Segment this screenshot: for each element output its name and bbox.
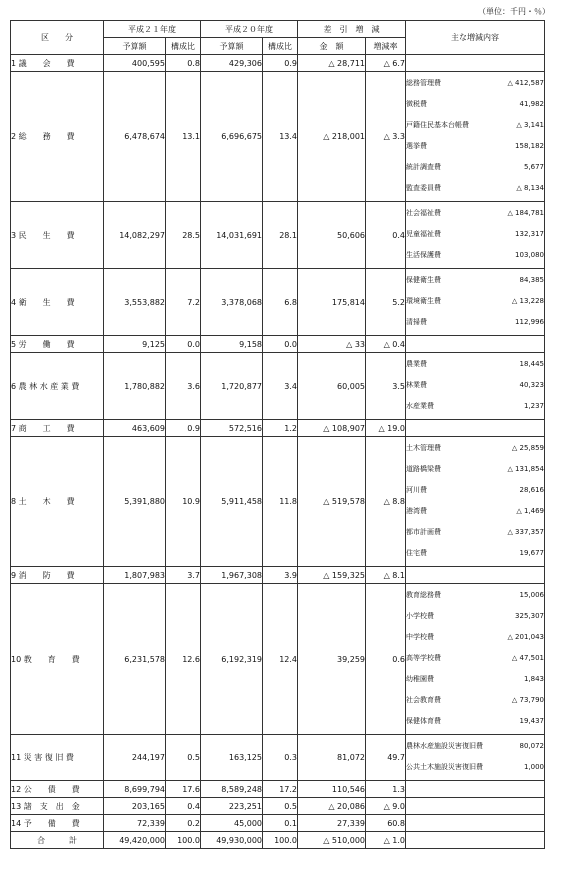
detail-value: △ 412,587 — [507, 78, 544, 87]
detail-name: 林業費 — [406, 380, 427, 389]
diff-amount: 27,339 — [298, 815, 366, 832]
budget-21: 203,165 — [104, 798, 166, 815]
diff-amount: 81,072 — [298, 735, 366, 781]
detail-name: 清掃費 — [406, 317, 427, 326]
ratio-20: 1.2 — [263, 420, 298, 437]
budget-20: 572,516 — [201, 420, 263, 437]
detail-cell — [406, 567, 545, 584]
budget-21: 463,609 — [104, 420, 166, 437]
detail-value: △ 337,357 — [507, 527, 544, 536]
detail-item — [406, 177, 544, 198]
ratio-20: 0.5 — [263, 798, 298, 815]
detail-name: 保健体育費 — [406, 716, 441, 725]
category-name: 10 教 育 費 — [11, 584, 104, 735]
ratio-20: 17.2 — [263, 781, 298, 798]
detail-value: 1,000 — [523, 762, 544, 771]
detail-cell — [406, 832, 545, 849]
budget-21: 1,807,983 — [104, 567, 166, 584]
header-details: 主な増減内容 — [406, 21, 545, 55]
detail-cell — [406, 815, 545, 832]
detail-cell — [406, 336, 545, 353]
detail-name: 農林水産施設災害復旧費 — [406, 741, 483, 750]
detail-cell — [406, 798, 545, 815]
detail-value: △ 13,228 — [511, 296, 544, 305]
detail-value: △ 201,043 — [507, 632, 544, 641]
detail-item — [406, 374, 544, 395]
detail-name: 児童福祉費 — [406, 229, 441, 238]
ratio-21: 12.6 — [166, 584, 201, 735]
budget-20: 429,306 — [201, 55, 263, 72]
detail-value: △ 1,469 — [516, 506, 544, 515]
diff-rate: △ 6.7 — [366, 55, 406, 72]
detail-cell — [406, 781, 545, 798]
budget-20: 49,930,000 — [201, 832, 263, 849]
header-ratio-20: 構成比 — [263, 38, 298, 55]
detail-item — [406, 290, 544, 311]
ratio-20: 3.4 — [263, 353, 298, 420]
ratio-20: 0.3 — [263, 735, 298, 781]
ratio-21: 100.0 — [166, 832, 201, 849]
detail-value: △ 131,854 — [507, 464, 544, 473]
table-row — [11, 269, 545, 336]
detail-value: 40,323 — [519, 380, 544, 389]
detail-name: 高等学校費 — [406, 653, 441, 662]
diff-amount: △ 28,711 — [298, 55, 366, 72]
detail-item — [406, 93, 544, 114]
budget-20: 3,378,068 — [201, 269, 263, 336]
diff-amount: 50,606 — [298, 202, 366, 269]
detail-item — [406, 114, 544, 135]
detail-item — [406, 269, 544, 290]
ratio-21: 3.6 — [166, 353, 201, 420]
detail-value: 84,385 — [519, 275, 544, 284]
table-row — [11, 584, 545, 735]
budget-21: 9,125 — [104, 336, 166, 353]
budget-table — [10, 20, 545, 849]
budget-20: 223,251 — [201, 798, 263, 815]
budget-20: 163,125 — [201, 735, 263, 781]
detail-item — [406, 735, 544, 756]
detail-item — [406, 223, 544, 244]
category-name: 2 総 務 費 — [11, 72, 104, 202]
detail-name: 総務管理費 — [406, 78, 441, 87]
ratio-21: 28.5 — [166, 202, 201, 269]
detail-value: △ 47,501 — [511, 653, 544, 662]
budget-21: 49,420,000 — [104, 832, 166, 849]
detail-cell — [406, 420, 545, 437]
diff-rate: △ 8.1 — [366, 567, 406, 584]
budget-21: 400,595 — [104, 55, 166, 72]
table-row — [11, 55, 545, 72]
detail-value: △ 73,790 — [511, 695, 544, 704]
header-budget-20: 予算額 — [201, 38, 263, 55]
budget-21: 3,553,882 — [104, 269, 166, 336]
table-row — [11, 336, 545, 353]
detail-name: 統計調査費 — [406, 162, 441, 171]
budget-21: 5,391,880 — [104, 437, 166, 567]
ratio-21: 10.9 — [166, 437, 201, 567]
budget-21: 14,082,297 — [104, 202, 166, 269]
ratio-21: 0.2 — [166, 815, 201, 832]
detail-value: 112,996 — [515, 317, 544, 326]
category-name: 11 災 害 復 旧 費 — [11, 735, 104, 781]
table-row — [11, 420, 545, 437]
detail-value: 132,317 — [515, 229, 544, 238]
diff-rate: 1.3 — [366, 781, 406, 798]
detail-name: 農業費 — [406, 359, 427, 368]
category-name: 5 労 働 費 — [11, 336, 104, 353]
detail-value: △ 3,141 — [516, 120, 544, 129]
detail-item — [406, 479, 544, 500]
category-name: 9 消 防 費 — [11, 567, 104, 584]
detail-cell — [406, 735, 545, 781]
diff-rate: 0.4 — [366, 202, 406, 269]
ratio-21: 0.8 — [166, 55, 201, 72]
diff-rate: 3.5 — [366, 353, 406, 420]
budget-20: 5,911,458 — [201, 437, 263, 567]
detail-cell — [406, 202, 545, 269]
detail-item — [406, 756, 544, 777]
detail-cell — [406, 584, 545, 735]
table-row — [11, 735, 545, 781]
budget-21: 6,231,578 — [104, 584, 166, 735]
table-row — [11, 798, 545, 815]
detail-cell — [406, 72, 545, 202]
detail-item — [406, 605, 544, 626]
detail-item — [406, 244, 544, 265]
table-body — [11, 55, 545, 849]
detail-item — [406, 584, 544, 605]
detail-item — [406, 500, 544, 521]
budget-21: 72,339 — [104, 815, 166, 832]
detail-item — [406, 710, 544, 731]
budget-20: 14,031,691 — [201, 202, 263, 269]
header-budget-21: 予算額 — [104, 38, 166, 55]
diff-rate: 60.8 — [366, 815, 406, 832]
detail-cell — [406, 437, 545, 567]
detail-item — [406, 689, 544, 710]
budget-20: 6,696,675 — [201, 72, 263, 202]
detail-name: 港湾費 — [406, 506, 427, 515]
detail-item — [406, 521, 544, 542]
diff-amount: △ 510,000 — [298, 832, 366, 849]
diff-amount: △ 519,578 — [298, 437, 366, 567]
detail-value: 41,982 — [519, 99, 544, 108]
detail-value: △ 8,134 — [516, 183, 544, 192]
category-name: 8 土 木 費 — [11, 437, 104, 567]
diff-amount: △ 33 — [298, 336, 366, 353]
ratio-20: 0.1 — [263, 815, 298, 832]
ratio-20: 6.8 — [263, 269, 298, 336]
diff-amount: △ 20,086 — [298, 798, 366, 815]
ratio-21: 7.2 — [166, 269, 201, 336]
ratio-20: 0.0 — [263, 336, 298, 353]
detail-name: 都市計画費 — [406, 527, 441, 536]
diff-amount: 60,005 — [298, 353, 366, 420]
diff-amount: 110,546 — [298, 781, 366, 798]
detail-item — [406, 395, 544, 416]
table-row — [11, 815, 545, 832]
ratio-21: 13.1 — [166, 72, 201, 202]
detail-value: 18,445 — [519, 359, 544, 368]
detail-name: 徴税費 — [406, 99, 427, 108]
detail-name: 環境衛生費 — [406, 296, 441, 305]
detail-name: 住宅費 — [406, 548, 427, 557]
detail-item — [406, 135, 544, 156]
budget-20: 1,967,308 — [201, 567, 263, 584]
ratio-20: 13.4 — [263, 72, 298, 202]
detail-name: 土木管理費 — [406, 443, 441, 452]
ratio-21: 0.0 — [166, 336, 201, 353]
diff-amount: △ 108,907 — [298, 420, 366, 437]
ratio-20: 12.4 — [263, 584, 298, 735]
detail-name: 道路橋梁費 — [406, 464, 441, 473]
detail-value: 1,843 — [523, 674, 544, 683]
ratio-21: 17.6 — [166, 781, 201, 798]
detail-cell — [406, 55, 545, 72]
detail-item — [406, 311, 544, 332]
ratio-21: 0.4 — [166, 798, 201, 815]
table-row — [11, 781, 545, 798]
diff-amount: △ 159,325 — [298, 567, 366, 584]
detail-cell — [406, 353, 545, 420]
header-fy20: 平成２０年度 — [201, 21, 298, 38]
budget-21: 1,780,882 — [104, 353, 166, 420]
detail-value: △ 25,859 — [511, 443, 544, 452]
detail-value: 80,072 — [519, 741, 544, 750]
ratio-20: 28.1 — [263, 202, 298, 269]
table-row — [11, 437, 545, 567]
ratio-20: 100.0 — [263, 832, 298, 849]
budget-20: 1,720,877 — [201, 353, 263, 420]
detail-item — [406, 72, 544, 93]
ratio-20: 3.9 — [263, 567, 298, 584]
detail-value: 28,616 — [519, 485, 544, 494]
detail-name: 監査委員費 — [406, 183, 441, 192]
detail-item — [406, 202, 544, 223]
header-diff: 差 引 増 減 — [298, 21, 406, 38]
header-fy21: 平成２１年度 — [104, 21, 201, 38]
budget-20: 8,589,248 — [201, 781, 263, 798]
category-name: 1 議 会 費 — [11, 55, 104, 72]
detail-name: 公共土木施設災害復旧費 — [406, 762, 483, 771]
detail-name: 生活保護費 — [406, 250, 441, 259]
detail-name: 幼稚園費 — [406, 674, 434, 683]
ratio-21: 0.9 — [166, 420, 201, 437]
detail-name: 選挙費 — [406, 141, 427, 150]
detail-value: △ 184,781 — [507, 208, 544, 217]
diff-rate: △ 3.3 — [366, 72, 406, 202]
detail-value: 19,437 — [519, 716, 544, 725]
diff-rate: △ 19.0 — [366, 420, 406, 437]
detail-value: 158,182 — [515, 141, 544, 150]
detail-item — [406, 156, 544, 177]
ratio-20: 11.8 — [263, 437, 298, 567]
detail-item — [406, 353, 544, 374]
category-name: 12 公 債 費 — [11, 781, 104, 798]
detail-name: 水産業費 — [406, 401, 434, 410]
budget-20: 6,192,319 — [201, 584, 263, 735]
detail-value: 15,006 — [519, 590, 544, 599]
diff-rate: △ 9.0 — [366, 798, 406, 815]
diff-rate: 49.7 — [366, 735, 406, 781]
diff-rate: 5.2 — [366, 269, 406, 336]
detail-name: 教育総務費 — [406, 590, 441, 599]
diff-amount: 175,814 — [298, 269, 366, 336]
budget-21: 6,478,674 — [104, 72, 166, 202]
detail-item — [406, 668, 544, 689]
ratio-20: 0.9 — [263, 55, 298, 72]
diff-amount: 39,259 — [298, 584, 366, 735]
detail-value: 19,677 — [519, 548, 544, 557]
detail-name: 中学校費 — [406, 632, 434, 641]
detail-name: 保健衛生費 — [406, 275, 441, 284]
table-row — [11, 202, 545, 269]
category-name: 14 予 備 費 — [11, 815, 104, 832]
header-rate: 増減率 — [366, 38, 406, 55]
total-label: 合 計 — [11, 832, 104, 849]
budget-20: 45,000 — [201, 815, 263, 832]
budget-20: 9,158 — [201, 336, 263, 353]
detail-value: 1,237 — [523, 401, 544, 410]
table-row — [11, 567, 545, 584]
detail-item — [406, 542, 544, 563]
diff-rate: △ 1.0 — [366, 832, 406, 849]
detail-item — [406, 437, 544, 458]
category-name: 3 民 生 費 — [11, 202, 104, 269]
detail-name: 河川費 — [406, 485, 427, 494]
header-amount: 金 額 — [298, 38, 366, 55]
detail-name: 社会福祉費 — [406, 208, 441, 217]
diff-rate: △ 0.4 — [366, 336, 406, 353]
detail-name: 小学校費 — [406, 611, 434, 620]
detail-value: 5,677 — [523, 162, 544, 171]
detail-name: 社会教育費 — [406, 695, 441, 704]
table-row — [11, 72, 545, 202]
category-name: 7 商 工 費 — [11, 420, 104, 437]
ratio-21: 0.5 — [166, 735, 201, 781]
detail-value: 325,307 — [515, 611, 544, 620]
total-row — [11, 832, 545, 849]
category-name: 6 農 林 水 産 業 費 — [11, 353, 104, 420]
category-name: 4 衛 生 費 — [11, 269, 104, 336]
detail-cell — [406, 269, 545, 336]
detail-item — [406, 458, 544, 479]
diff-amount: △ 218,001 — [298, 72, 366, 202]
category-name: 13 諸 支 出 金 — [11, 798, 104, 815]
diff-rate: △ 8.8 — [366, 437, 406, 567]
ratio-21: 3.7 — [166, 567, 201, 584]
detail-name: 戸籍住民基本台帳費 — [406, 120, 469, 129]
budget-21: 244,197 — [104, 735, 166, 781]
detail-item — [406, 647, 544, 668]
budget-21: 8,699,794 — [104, 781, 166, 798]
header-ratio-21: 構成比 — [166, 38, 201, 55]
diff-rate: 0.6 — [366, 584, 406, 735]
detail-item — [406, 626, 544, 647]
unit-note: （単位：千円・％） — [478, 7, 550, 16]
header-category: 区 分 — [11, 21, 104, 55]
detail-value: 103,080 — [515, 250, 544, 259]
table-row — [11, 353, 545, 420]
